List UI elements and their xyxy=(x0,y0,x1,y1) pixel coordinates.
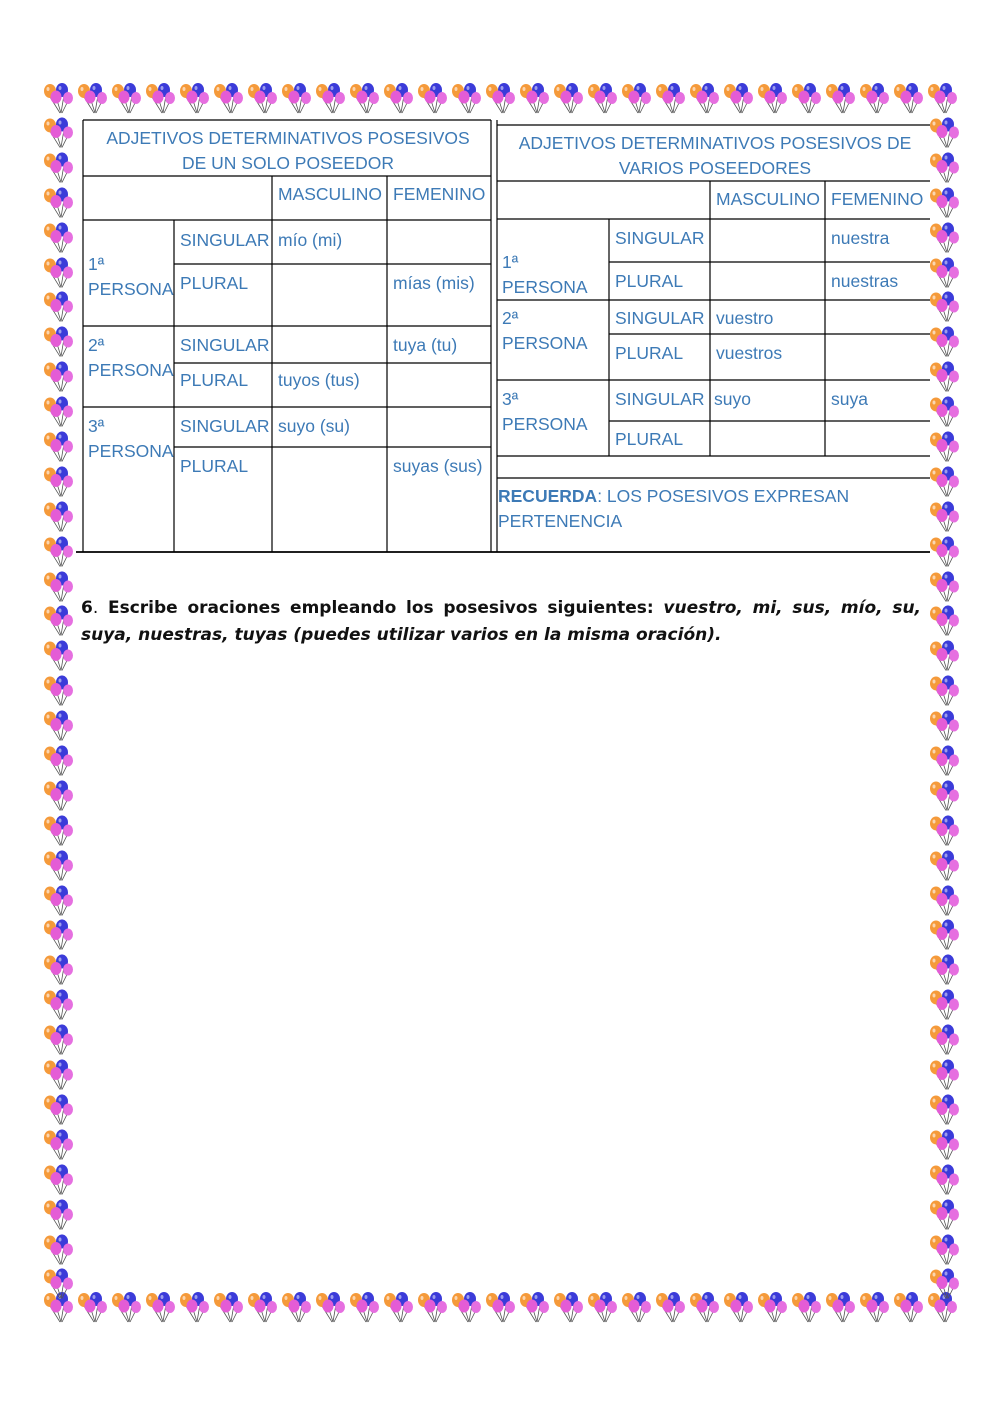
exercise-instruction-text: Escribe oraciones empleando los posesivos siguientes: xyxy=(98,598,664,618)
table-one-persona-1: 1ª PERSONA xyxy=(88,254,174,299)
table-one-row2-plural-label: PLURAL xyxy=(180,370,249,390)
table-two-row2-plural-fem xyxy=(825,339,837,343)
table-one-row2-plural-masc: tuyos (tus) xyxy=(278,370,360,390)
recuerda-label: RECUERDA xyxy=(498,486,598,506)
table-two-row2-singular-masc: vuestro xyxy=(716,308,774,328)
table-one-row1-plural-fem: mías (mis) xyxy=(393,273,475,293)
table-two-row1-plural-label: PLURAL xyxy=(615,271,684,291)
table-one-row1-plural-label: PLURAL xyxy=(180,273,249,293)
table-two-persona-1: 1ª PERSONA xyxy=(502,252,588,297)
exercise-word-list: vuestro, mi, sus, mío, su, suya, nuestras, tuyas (puedes utilizar varios en la misma oración). xyxy=(81,598,921,645)
table-two-row3-plural-fem xyxy=(825,425,837,429)
table-two-row3-plural-label: PLURAL xyxy=(615,429,684,449)
table-two-row1-singular-masc xyxy=(710,224,722,228)
table-two-row2-plural-label: PLURAL xyxy=(615,343,684,363)
table-one-row1-singular-fem xyxy=(387,226,399,230)
table-one-col-masculino: MASCULINO xyxy=(278,184,383,204)
table-two-persona-3: 3ª PERSONA xyxy=(502,389,588,434)
table-two-col-masculino: MASCULINO xyxy=(716,189,821,209)
table-two-persona-2: 2ª PERSONA xyxy=(502,308,588,353)
table-one-row1-singular-masc: mío (mi) xyxy=(278,230,343,250)
table-two-row1-singular-fem: nuestra xyxy=(831,228,890,248)
table-two-col-femenino: FEMENINO xyxy=(831,189,924,209)
exercise-number-suffix: . xyxy=(92,598,99,618)
table-two-row2-singular-fem xyxy=(825,304,837,308)
table-one-row3-singular-masc: suyo (su) xyxy=(278,416,350,436)
table-one-row3-singular-fem xyxy=(387,412,399,416)
table-one-persona-2: 2ª PERSONA xyxy=(88,335,174,380)
table-two-row3-singular-masc: suyo xyxy=(714,389,751,409)
table-one-row3-plural-label: PLURAL xyxy=(180,456,249,476)
table-one-row3-plural-masc xyxy=(272,452,284,456)
table-one-col-femenino: FEMENINO xyxy=(393,184,486,204)
table-two-row1-plural-fem: nuestras xyxy=(831,271,899,291)
exercise-number: 6 xyxy=(81,598,93,618)
table-two-row2-singular-label: SINGULAR xyxy=(615,308,705,328)
table-two-row3-plural-masc xyxy=(710,425,722,429)
recuerda-note xyxy=(492,482,912,536)
recuerda-text: : LOS POSESIVOS EXPRESAN PERTENENCIA xyxy=(498,486,850,531)
table-one-title: ADJETIVOS DETERMINATIVOS POSESIVOS DE UN SOLO POSEEDOR xyxy=(106,128,470,173)
table-one-row1-singular-label: SINGULAR xyxy=(180,230,270,250)
table-two-row3-singular-label: SINGULAR xyxy=(615,389,705,409)
exercise-6-instruction xyxy=(81,595,921,649)
table-two-title: ADJETIVOS DETERMINATIVOS POSESIVOS DE VARIOS POSEEDORES xyxy=(518,133,912,178)
table-one-row3-plural-fem: suyas (sus) xyxy=(393,456,483,476)
table-one-row2-plural-fem xyxy=(387,366,399,370)
table-one-row3-singular-label: SINGULAR xyxy=(180,416,270,436)
table-one-persona-3: 3ª PERSONA xyxy=(88,416,174,461)
table-one-row2-singular-masc xyxy=(272,331,284,335)
table-one-row2-singular-label: SINGULAR xyxy=(180,335,270,355)
table-one-row1-plural-masc xyxy=(272,269,284,273)
table-two-row1-singular-label: SINGULAR xyxy=(615,228,705,248)
table-two-row3-singular-fem: suya xyxy=(831,389,868,409)
table-two-row1-plural-masc xyxy=(710,267,722,271)
table-two-row2-plural-masc: vuestros xyxy=(716,343,783,363)
table-one-row2-singular-fem: tuya (tu) xyxy=(393,335,458,355)
